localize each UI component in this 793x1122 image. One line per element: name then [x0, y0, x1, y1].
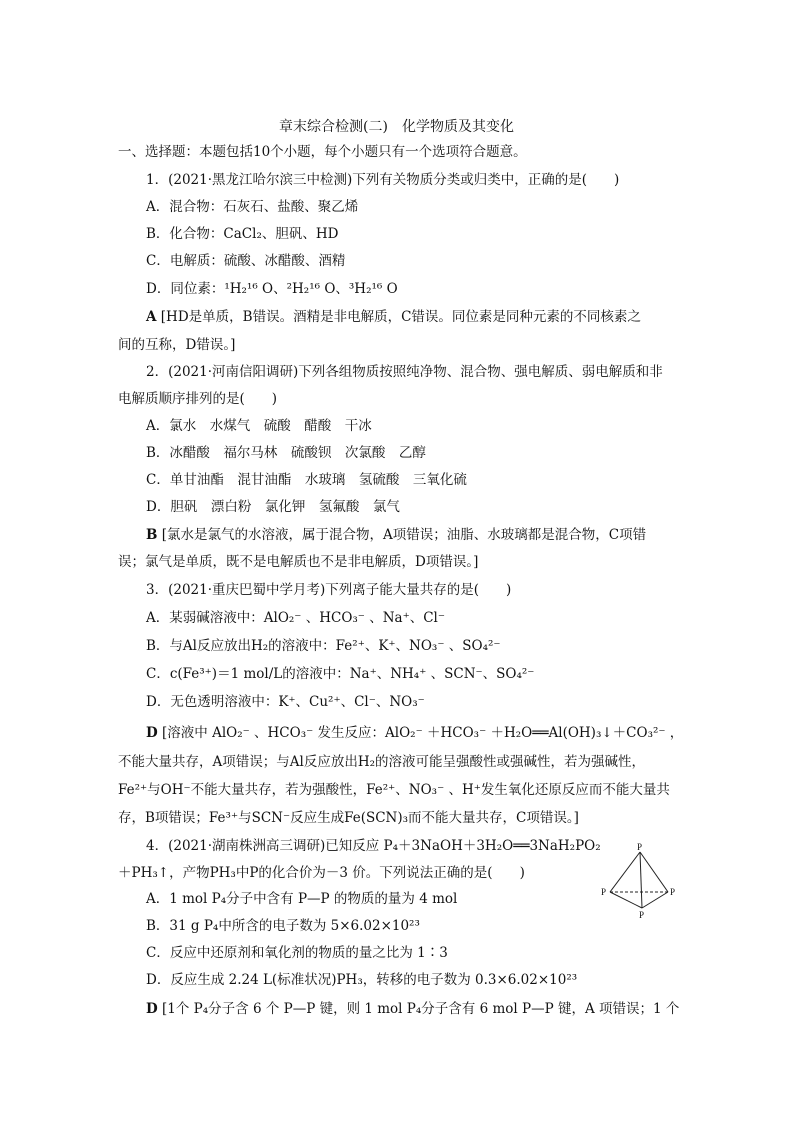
q3-option-a: A．某弱碱溶液中：AlO₂⁻ 、HCO₃⁻ 、Na⁺、Cl⁻: [146, 610, 445, 626]
q2-stem: 2．(2021·河南信阳调研)下列各组物质按照纯净物、混合物、强电解质、弱电解质和非: [146, 364, 663, 380]
q1-answer: [146, 307, 641, 327]
q4-option-a: A．1 mol P₄分子中含有 P—P 的物质的量为 4 mol: [146, 891, 458, 907]
atom-label-top: P: [637, 842, 643, 852]
bond-line: [640, 852, 668, 892]
q3-answer-line-3: Fe²⁺与OH⁻不能大量共存，若为强酸性，Fe²⁺、NO₃⁻ 、H⁺发生氧化还原反应而不能大量共: [118, 782, 670, 798]
bond-line: [640, 852, 642, 908]
section-heading: 一、选择题：本题包括10个小题，每个小题只有一个选项符合题意。: [118, 144, 527, 160]
q2-answer-text: [氯水是氯气的水溶液，属于混合物，A项错误；油脂、水玻璃都是混合物，C项错: [161, 527, 647, 543]
q4-stem: 4．(2021·湖南株洲高三调研)已知反应 P₄＋3NaOH＋3H₂O══3NaH₂PO₂: [146, 838, 601, 854]
q2-answer-letter: B: [146, 527, 158, 543]
q1-option-a: A．混合物：石灰石、盐酸、聚乙烯: [146, 199, 359, 215]
q3-answer-line-4: 存，B项错误；Fe³⁺与SCN⁻反应生成Fe(SCN)₃而不能大量共存，C项错误。]: [118, 810, 579, 826]
q2-answer: [146, 525, 646, 545]
q2-option-b: B．冰醋酸 福尔马林 硫酸钡 次氯酸 乙醇: [146, 445, 426, 461]
q3-option-d: D．无色透明溶液中：K⁺、Cu²⁺、Cl⁻、NO₃⁻: [146, 694, 425, 710]
q2-option-a: A．氯水 水煤气 硫酸 醋酸 干冰: [146, 418, 372, 434]
q1-stem: 1．(2021·黑龙江哈尔滨三中检测)下列有关物质分类或归类中，正确的是( ): [146, 172, 620, 188]
q3-option-c: C．c(Fe³⁺)＝1 mol/L的溶液中：Na⁺、NH₄⁺ 、SCN⁻、SO₄²⁻: [146, 666, 535, 682]
q3-answer-line-2: 不能大量共存，A项错误；与Al反应放出H₂的溶液可能呈强酸性或强碱性，若为强碱性，: [118, 754, 645, 770]
q4-stem-cont: ＋PH₃↑，产物PH₃中P的化合价为－3 价。下列说法正确的是( ): [118, 865, 525, 881]
q4-answer-letter: D: [146, 1001, 158, 1017]
q1-answer-letter: A: [146, 309, 157, 325]
bond-line: [642, 892, 668, 908]
q1-option-c: C．电解质：硫酸、冰醋酸、酒精: [146, 253, 346, 269]
bond-line: [610, 892, 642, 908]
q1-option-d: D．同位素：¹H₂¹⁶ O、²H₂¹⁶ O、³H₂¹⁶ O: [146, 281, 398, 297]
q3-stem: 3．(2021·重庆巴蜀中学月考)下列离子能大量共存的是( ): [146, 582, 512, 598]
q3-answer: [146, 723, 683, 743]
atom-label-left: P: [601, 887, 607, 897]
q3-answer-letter: D: [146, 725, 158, 741]
atom-label-right: P: [670, 887, 676, 897]
q4-option-b: B．31 g P₄中所含的电子数为 5×6.02×10²³: [146, 918, 420, 934]
q2-stem-cont: 电解质顺序排列的是( ): [118, 391, 278, 407]
q2-option-c: C．单甘油酯 混甘油酯 水玻璃 氢硫酸 三氧化硫: [146, 472, 467, 488]
q1-answer-text: [HD是单质，B错误。酒精是非电解质，C错误。同位素是同种元素的不同核素之: [160, 309, 641, 325]
q4-option-c: C．反应中还原剂和氧化剂的物质的量之比为 1∶3: [146, 945, 448, 961]
page-title: 章末综合检测(二) 化学物质及其变化: [279, 119, 514, 135]
p4-tetrahedron-diagram: [600, 842, 680, 920]
q3-option-b: B．与Al反应放出H₂的溶液中：Fe²⁺、K⁺、NO₃⁻ 、SO₄²⁻: [146, 638, 501, 654]
q4-answer-text: [1个 P₄分子含 6 个 P—P 键，则 1 mol P₄分子含有 6 mol P—P 键，A 项错误；1 个: [162, 1001, 680, 1017]
atom-label-bottom: P: [639, 910, 645, 920]
q2-option-d: D．胆矾 漂白粉 氯化钾 氢氟酸 氯气: [146, 499, 400, 515]
q4-answer: [146, 999, 679, 1019]
q1-option-b: B．化合物：CaCl₂、胆矾、HD: [146, 226, 339, 242]
q4-option-d: D．反应生成 2.24 L(标准状况)PH₃，转移的电子数为 0.3×6.02×10²³: [146, 972, 578, 988]
q3-answer-text: [溶液中 AlO₂⁻ 、HCO₃⁻ 发生反应：AlO₂⁻ ＋HCO₃⁻ ＋H₂O══Al(OH)₃↓＋CO₃²⁻ ，: [162, 725, 684, 741]
q2-answer-cont: 误；氯气是单质，既不是电解质也不是非电解质，D项错误。]: [118, 554, 479, 570]
bond-line: [610, 852, 640, 892]
q1-answer-cont: 间的互称，D错误。]: [118, 337, 236, 353]
